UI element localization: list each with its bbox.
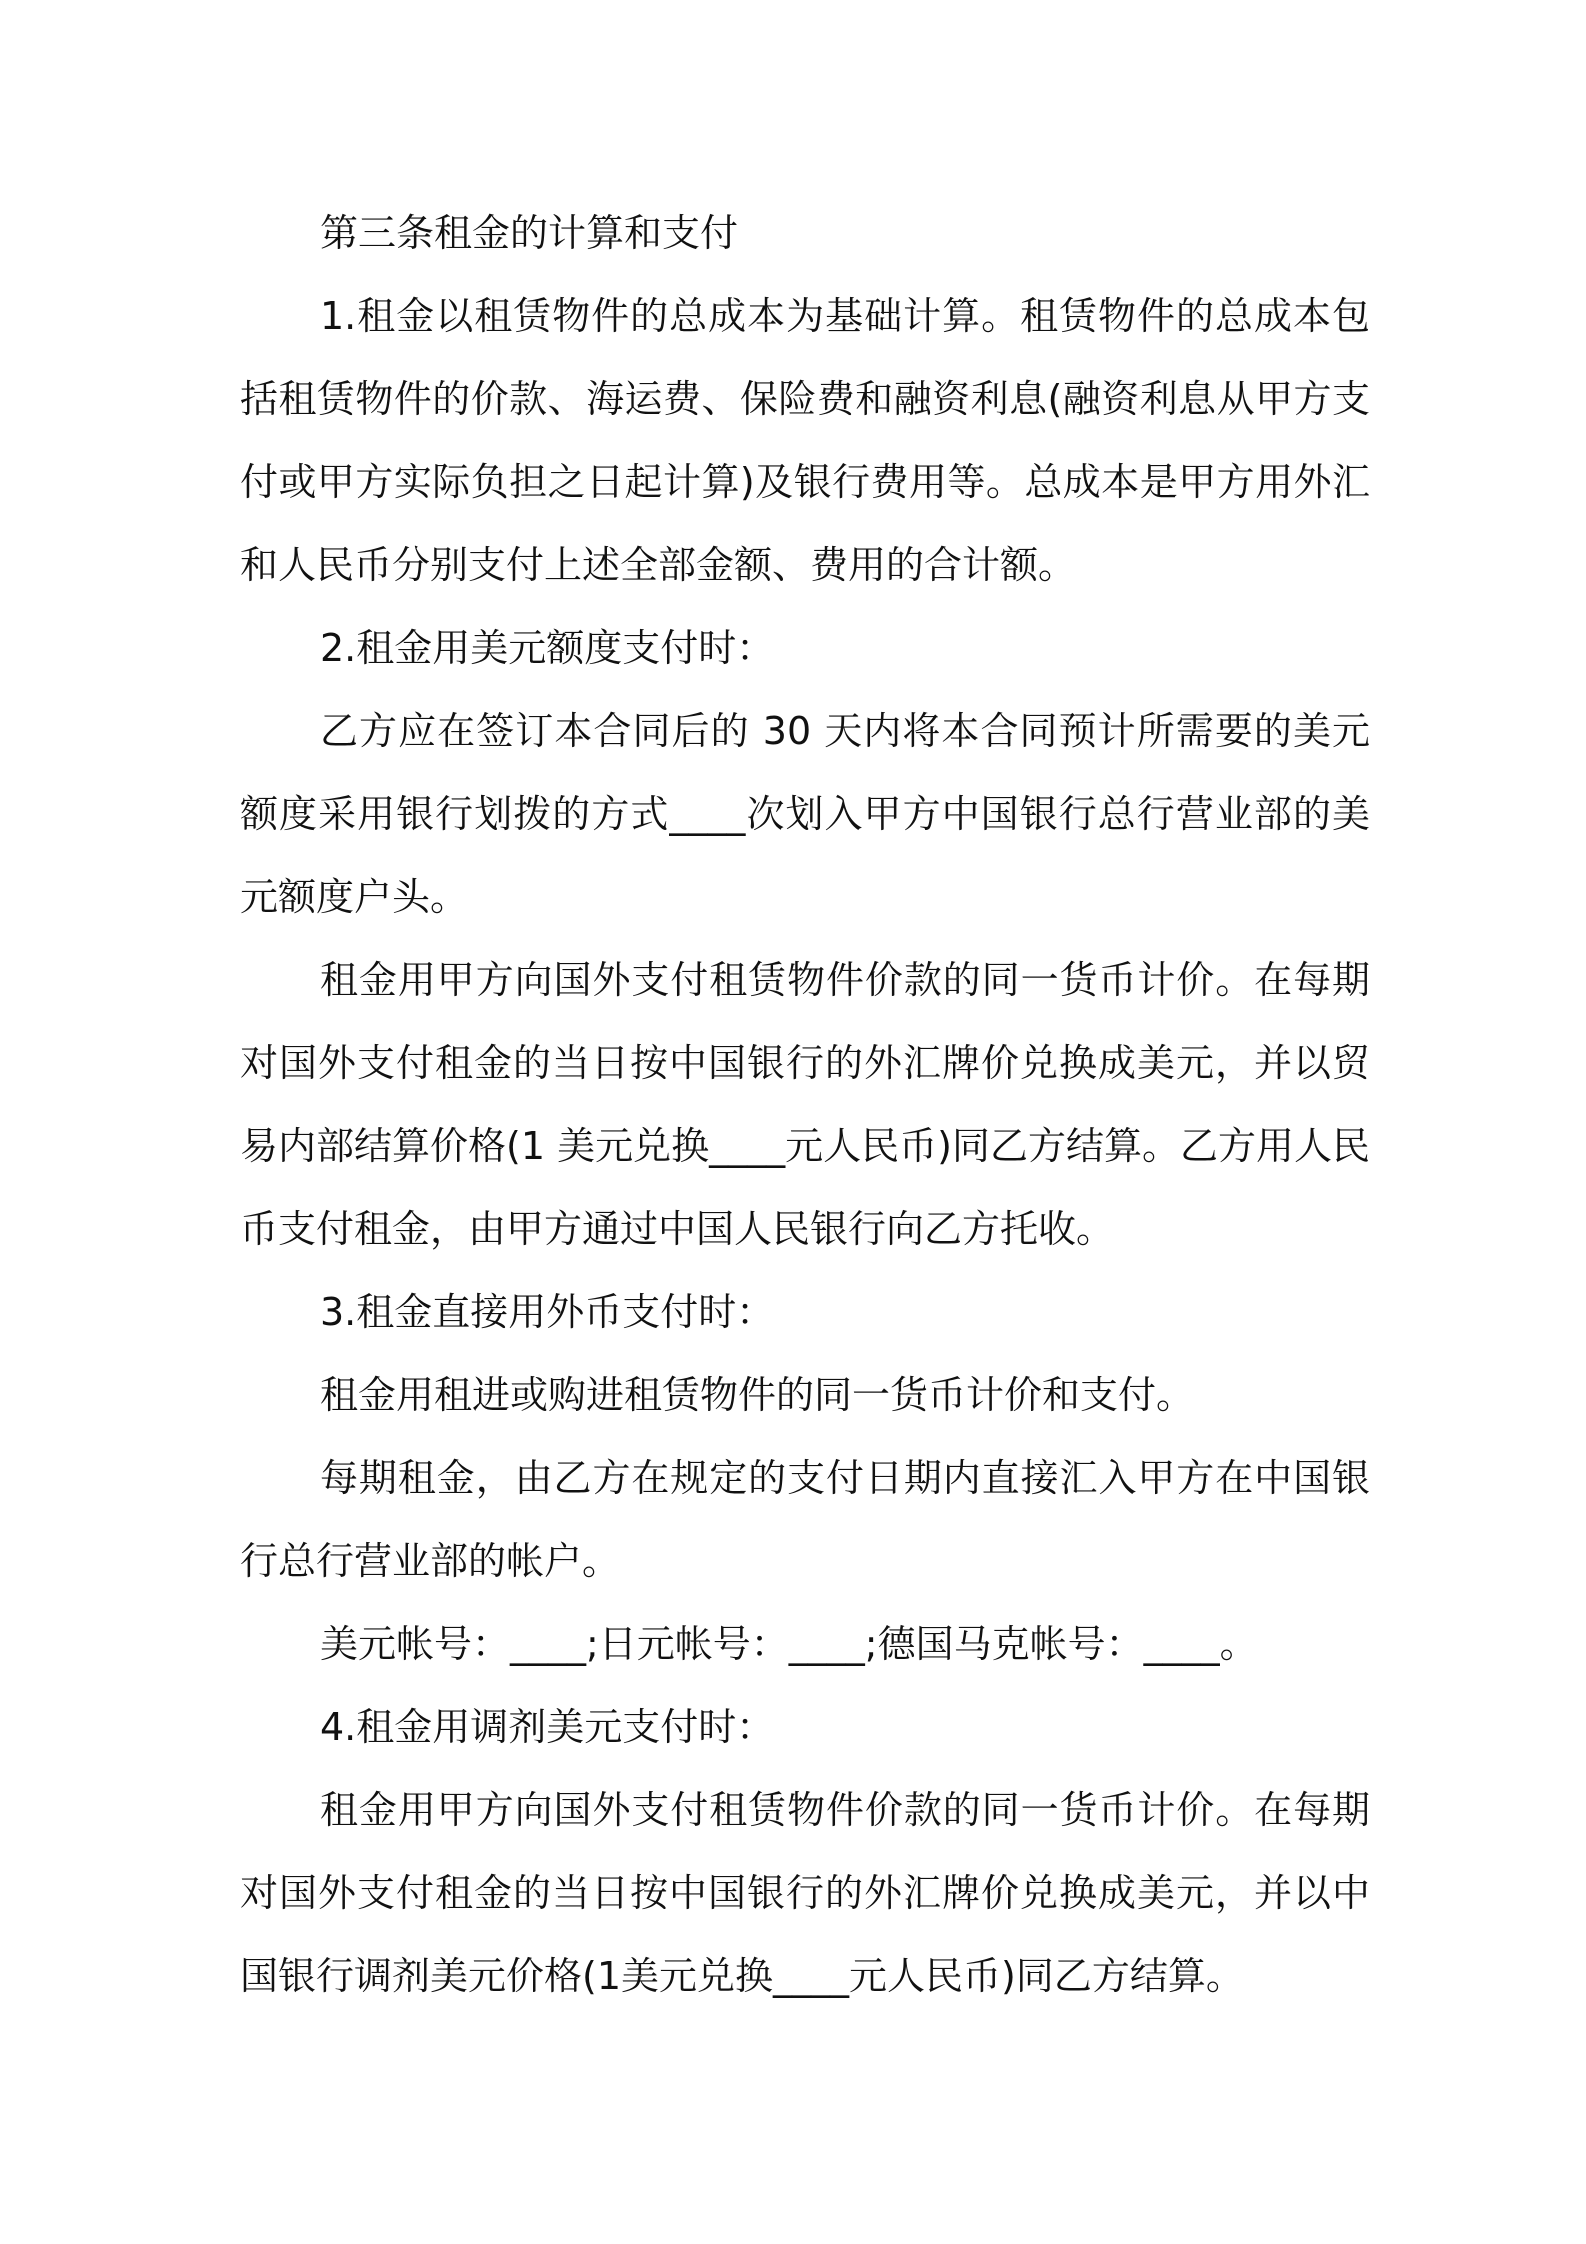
- clause-3-heading: 3.租金直接用外币支付时：: [320, 1290, 775, 1334]
- clause-1-total-cost: 1.租金以租赁物件的总成本为基础计算。租赁物件的总成本包括租赁物件的价款、海运费、保险费和融资利息(融资利息从甲方支付或甲方实际负担之日起计算)及银行费用等。总成本是甲方用外汇和人民币分别支付上述全部金额、费用的合计额。: [240, 294, 1370, 587]
- clause-4-settlement: 租金用甲方向国外支付租赁物件价款的同一货币计价。在每期对国外支付租金的当日按中国银行的外汇牌价兑换成美元，并以中国银行调剂美元价格(1美元兑换____元人民币)同乙方结算。: [240, 1788, 1370, 1998]
- clause-3-account-numbers: 美元帐号：____;日元帐号：____;德国马克帐号：____。: [320, 1622, 1258, 1666]
- clause-3-currency: 租金用租进或购进租赁物件的同一货币计价和支付。: [320, 1373, 1195, 1417]
- clause-4-heading: 4.租金用调剂美元支付时：: [320, 1705, 775, 1749]
- clause-3-remittance: 每期租金，由乙方在规定的支付日期内直接汇入甲方在中国银行总行营业部的帐户。: [240, 1456, 1370, 1583]
- document-body: [240, 192, 1370, 2018]
- clause-2-heading: 2.租金用美元额度支付时：: [320, 626, 775, 670]
- clause-2-transfer: 乙方应在签订本合同后的 30 天内将本合同预计所需要的美元额度采用银行划拨的方式____次划入甲方中国银行总行营业部的美元额度户头。: [240, 709, 1370, 919]
- article-title: 第三条租金的计算和支付: [320, 211, 739, 255]
- clause-2-settlement: 租金用甲方向国外支付租赁物件价款的同一货币计价。在每期对国外支付租金的当日按中国银行的外汇牌价兑换成美元，并以贸易内部结算价格(1 美元兑换____元人民币)同乙方结算。乙方用人民币支付租金，由甲方通过中国人民银行向乙方托收。: [240, 958, 1370, 1251]
